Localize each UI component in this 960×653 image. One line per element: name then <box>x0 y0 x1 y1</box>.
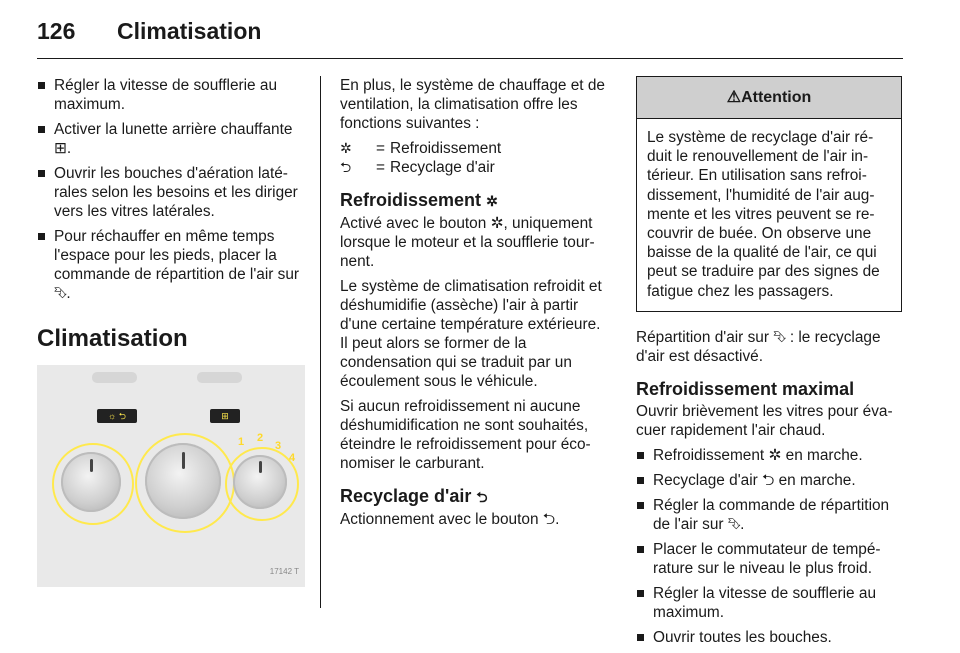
heading-text: Recyclage d'air <box>340 486 472 506</box>
list-item: Placer le commutateur de température sur le niveau le plus froid. <box>636 540 902 578</box>
section-heading-climatisation: Climatisation <box>37 325 188 352</box>
fan-speed-mark: 2 <box>257 432 264 444</box>
paragraph: Si aucun refroidissement ni aucune déshumidification ne sont souhaités, éteindre le refroidissement pour économiser le carburant. <box>340 398 591 472</box>
section-heading-recyclage <box>340 485 606 508</box>
attention-title: ⚠Attention <box>637 77 901 119</box>
vent-slot <box>197 372 242 383</box>
list-item: Régler la vitesse de soufflerie au maximum. <box>37 76 305 114</box>
symbol-row-cooling <box>340 139 606 158</box>
column-divider <box>320 76 321 608</box>
section-heading-refroidissement-maximal: Refroidissement maximal <box>636 378 855 399</box>
temperature-knob <box>145 443 221 519</box>
bullet-list-max-cooling <box>636 446 902 647</box>
paragraph: Répartition d'air sur ⮷ : le recyclage d'air est désactivé. <box>636 328 881 365</box>
air-distribution-knob <box>61 452 121 512</box>
list-item: Recyclage d'air ⮌ en marche. <box>636 471 902 490</box>
page-header <box>37 18 903 59</box>
equals-sign: = <box>376 159 385 176</box>
list-item: Ouvrir les bouches d'aération latérales selon les besoins et les diriger vers les vitres latérales. <box>37 164 305 221</box>
figure-caption: 17142 T <box>269 567 299 576</box>
rear-defrost-button: ⊞ <box>210 409 240 423</box>
paragraph: Le système de climatisation refroidit et déshumidifie (assèche) l'air à partir d'une certaine température extérieure. Il peut alors se former de la condensation qui se traduit par un écoulement sous le véhicule. <box>340 278 602 390</box>
symbol-label: Refroidissement <box>390 140 502 157</box>
climate-control-panel-illustration <box>37 365 305 587</box>
list-item: Pour réchauffer en même temps l'espace pour les pieds, placer la commande de répartition de l'air sur ⮷. <box>37 227 305 303</box>
symbol-row-recirculation <box>340 158 606 177</box>
paragraph: Ouvrir brièvement les vitres pour évacuer rapidement l'air chaud. <box>636 402 893 439</box>
heading-text: Refroidissement <box>340 190 482 210</box>
paragraph: Activé avec le bouton ✲, uniquement lorsque le moteur et la soufflerie tournent. <box>340 215 595 270</box>
equals-sign: = <box>376 140 385 157</box>
list-item: Régler la vitesse de soufflerie au maximum. <box>636 584 902 622</box>
column-right <box>636 76 902 653</box>
recirculation-icon: ⮌ <box>340 159 352 175</box>
attention-body: Le système de recyclage d'air réduit le renouvellement de l'air intérieur. En utilisation sans refroidissement, l'humidité de l'air augmente et les vitres peuvent se recouvrir de buée. On observe une baisse de la qualité de l'air, ce qui peut se traduire par des signes de fatigue chez les passagers. <box>647 129 880 300</box>
column-left <box>37 76 305 587</box>
snowflake-icon: ✲ <box>486 193 498 209</box>
snowflake-icon: ✲ <box>340 140 352 156</box>
bullet-list-ventilation <box>37 76 305 303</box>
list-item: Ouvrir toutes les bouches. <box>636 628 902 647</box>
list-item: Activer la lunette arrière chauffante ⊞. <box>37 120 305 158</box>
page-number: 126 <box>37 18 76 44</box>
symbol-label: Recyclage d'air <box>390 159 495 176</box>
list-item: Refroidissement ✲ en marche. <box>636 446 902 465</box>
recirculation-icon: ⮌ <box>476 489 488 505</box>
paragraph: Actionnement avec le bouton ⮌. <box>340 511 560 528</box>
fan-speed-mark: 4 <box>289 452 296 464</box>
list-item: Régler la commande de répartition de l'air sur ⮷. <box>636 496 902 534</box>
fan-speed-mark: 1 <box>238 436 245 448</box>
ac-recirc-buttons: ☼ ⮌ <box>97 409 137 423</box>
column-middle <box>340 76 606 535</box>
intro-paragraph: En plus, le système de chauffage et de ventilation, la climatisation offre les fonctions suivantes : <box>340 77 605 132</box>
vent-slot <box>92 372 137 383</box>
section-heading-refroidissement <box>340 189 606 212</box>
fan-speed-knob <box>233 455 287 509</box>
attention-box <box>636 76 902 312</box>
fan-speed-mark: 3 <box>275 440 282 452</box>
page-title: Climatisation <box>117 18 262 44</box>
